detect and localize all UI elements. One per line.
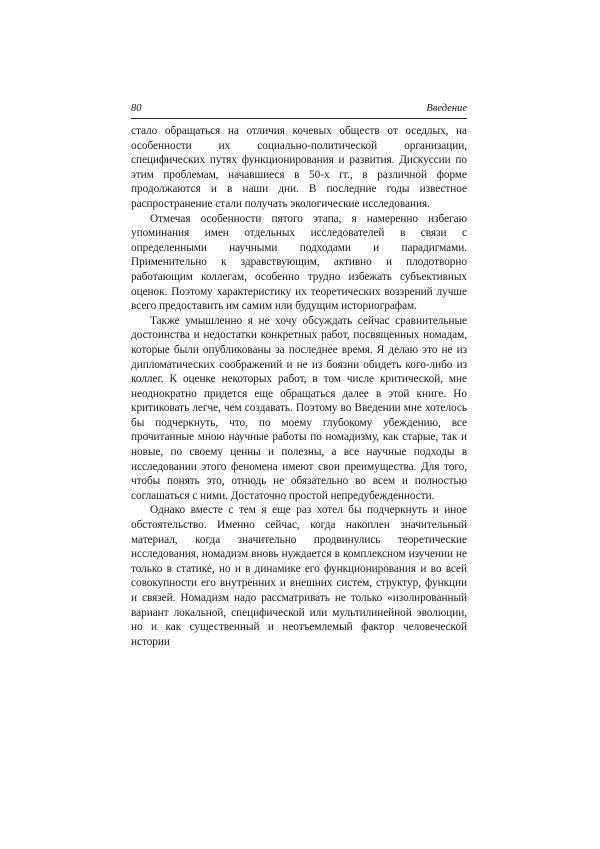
page-header <box>131 103 467 117</box>
paragraph-2: Отмечая особенности пятого этапа, я намеренно избегаю упоминания имен отдельных исследователей в связи с определенными научными подходами и парадигмами. Применительно к здравствующим, активно и плодотворно работающим коллегам, особенно трудно избежать субъективных оценок. Поэтому характеристику их теоретических воззрений лучше всего предоставить им самим или будущим историографам. <box>131 212 467 313</box>
running-title: Введение <box>426 103 467 114</box>
paragraph-1: стало обращаться на отличия кочевых обществ от оседлых, на особенности их социально-политической организации, специфических путях функционирования и развития. Дискуссии по этим проблемам, начавшиеся в 50-х гг., в различной форме продолжаются и в наши дни. В последние годы известное распространение стали получать экологические исследования. <box>131 125 467 210</box>
page-number: 80 <box>131 103 142 114</box>
paragraph-4: Однако вместе с тем я еще раз хотел бы подчеркнуть и иное обстоятельство. Именно сейчас, когда накоплен значительный материал, когда значительно продвинулись теоретические исследования, номадизм вновь нуждается в комплексном изучении не только в статике, но и в динамике его функционирования и во всей совокупности его внутренних и внешних систем, структур, функции и связей. Номадизм надо рассматривать не только «изолированный вариант локальной, специфической или мультилинейной эволюции, но и как существенный и неотъемлемый фактор человеческой истории <box>131 504 467 648</box>
paragraph-3: Также умышленно я не хочу обсуждать сейчас сравнительные достоинства и недостатки конкретных работ, посвященных номадам, которые были опубликованы за последнее время. Я делаю это не из дипломатических соображений и не из боязни обидеть кого-либо из коллег. К оценке некоторых работ, в том числе критической, мне неоднократно придется еще обращаться далее в этой книге. Но критиковать легче, чем создавать. Поэтому во Введении мне хотелось бы подчеркнуть, что, по моему глубокому убеждению, все прочитанные мною научные работы по номадизму, как старые, так и новые, по своему ценны и полезны, а все научные подходы в исследовании этого феномена имеют свои преимущества. Для того, чтобы понять это, отнюдь не обязательно во всем и полностью соглашаться с ними. Достаточно простой непредубежденности. <box>131 314 467 502</box>
header-rule <box>131 118 467 119</box>
body-text <box>131 124 467 649</box>
